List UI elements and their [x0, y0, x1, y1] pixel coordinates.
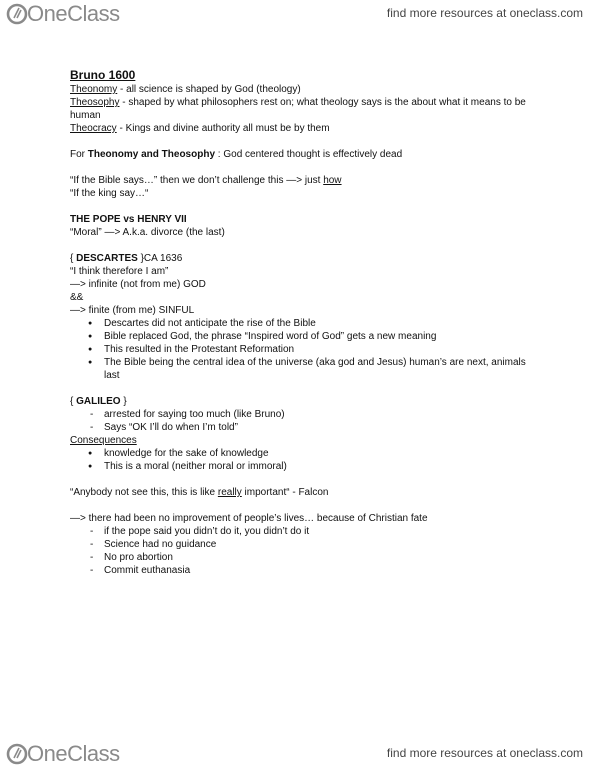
moral-line: “Moral” —> A.k.a. divorce (the last): [70, 227, 225, 238]
list-item: - arrested for saying too much (like Bruno): [70, 408, 540, 421]
theosophy-text: - shaped by what philosophers rest on; what theology says is the about what it means to be human: [70, 97, 526, 121]
list-item: ● Bible replaced God, the phrase “Inspired word of God” gets a new meaning: [70, 330, 540, 343]
list-item: ● This resulted in the Protestant Reformation: [70, 343, 540, 356]
quote-really: really: [217, 487, 242, 498]
header-tagline[interactable]: find more resources at oneclass.com: [386, 6, 583, 20]
falcon-quote: [70, 486, 540, 499]
list-item: ● Descartes did not anticipate the rise of the Bible: [70, 317, 540, 330]
consequences-heading: Consequences: [70, 435, 137, 446]
list-item: - Commit euthanasia: [70, 564, 540, 577]
infinite-line: —> infinite (not from me) GOD: [70, 279, 206, 290]
list-item: ● This is a moral (neither moral or immoral): [70, 460, 540, 473]
list-item: - Says “OK I’ll do when I’m told”: [70, 421, 540, 434]
list-item: - Science had no guidance: [70, 538, 540, 551]
theocracy-definition: [70, 122, 540, 135]
oneclass-logo-footer[interactable]: [6, 743, 120, 765]
final-dashes: [70, 525, 540, 577]
page-header: [0, 0, 595, 30]
improvement-line: —> there had been no improvement of people’s lives… because of Christian fate: [70, 513, 428, 524]
list-item: ● The Bible being the central idea of the universe (aka god and Jesus) human’s are next, animals last: [70, 356, 540, 382]
bible-pre: “If the Bible says…” then we don’t challenge this —> just: [70, 175, 324, 186]
oneclass-logo[interactable]: [6, 3, 120, 25]
descartes-heading: [70, 252, 540, 265]
theocracy-text: - Kings and divine authority all must be by them: [116, 123, 330, 134]
oneclass-logo-icon: [6, 743, 28, 765]
bible-line: [70, 174, 540, 187]
descartes-bullets: [70, 317, 540, 382]
theosophy-term: Theosophy: [70, 97, 120, 108]
descartes-close: }CA 1636: [137, 253, 183, 264]
footer-tagline[interactable]: find more resources at oneclass.com: [386, 746, 583, 760]
consequence-bullets: [70, 447, 540, 473]
list-item: - if the pope said you didn’t do it, you didn’t do it: [70, 525, 540, 538]
list-item: ● knowledge for the sake of knowledge: [70, 447, 540, 460]
galileo-heading: [70, 395, 540, 408]
galileo-name: GALILEO: [76, 396, 121, 407]
for-bold: Theonomy and Theosophy: [87, 149, 216, 160]
and-line: &&: [70, 292, 84, 303]
pope-heading: THE POPE vs HENRY VII: [70, 214, 187, 225]
theocracy-term: Theocracy: [70, 123, 117, 134]
bible-how: how: [323, 175, 342, 186]
note-content: [70, 68, 540, 577]
think-line: “I think therefore I am”: [70, 266, 169, 277]
galileo-close: }: [120, 396, 127, 407]
theosophy-definition: [70, 96, 540, 122]
king-line: “If the king say…“: [70, 188, 149, 199]
galileo-open: {: [70, 396, 77, 407]
note-title: Bruno 1600: [70, 68, 136, 82]
quote-pre: “Anybody not see this, this is like: [70, 487, 218, 498]
page-footer: [0, 740, 595, 770]
logo-wordmark: OneClass: [27, 1, 120, 26]
descartes-name: DESCARTES: [76, 253, 138, 264]
list-item: - No pro abortion: [70, 551, 540, 564]
theonomy-definition: [70, 83, 540, 96]
for-pre: For: [70, 149, 88, 160]
for-post: : God centered thought is effectively dead: [215, 149, 403, 160]
theonomy-text: - all science is shaped by God (theology): [117, 84, 301, 95]
logo-wordmark: OneClass: [27, 741, 120, 766]
oneclass-logo-icon: [6, 3, 28, 25]
finite-line: —> finite (from me) SINFUL: [70, 305, 195, 316]
quote-post: important“ - Falcon: [241, 487, 329, 498]
theonomy-term: Theonomy: [70, 84, 118, 95]
galileo-dashes: [70, 408, 540, 434]
descartes-open: {: [70, 253, 77, 264]
for-line: [70, 148, 540, 161]
